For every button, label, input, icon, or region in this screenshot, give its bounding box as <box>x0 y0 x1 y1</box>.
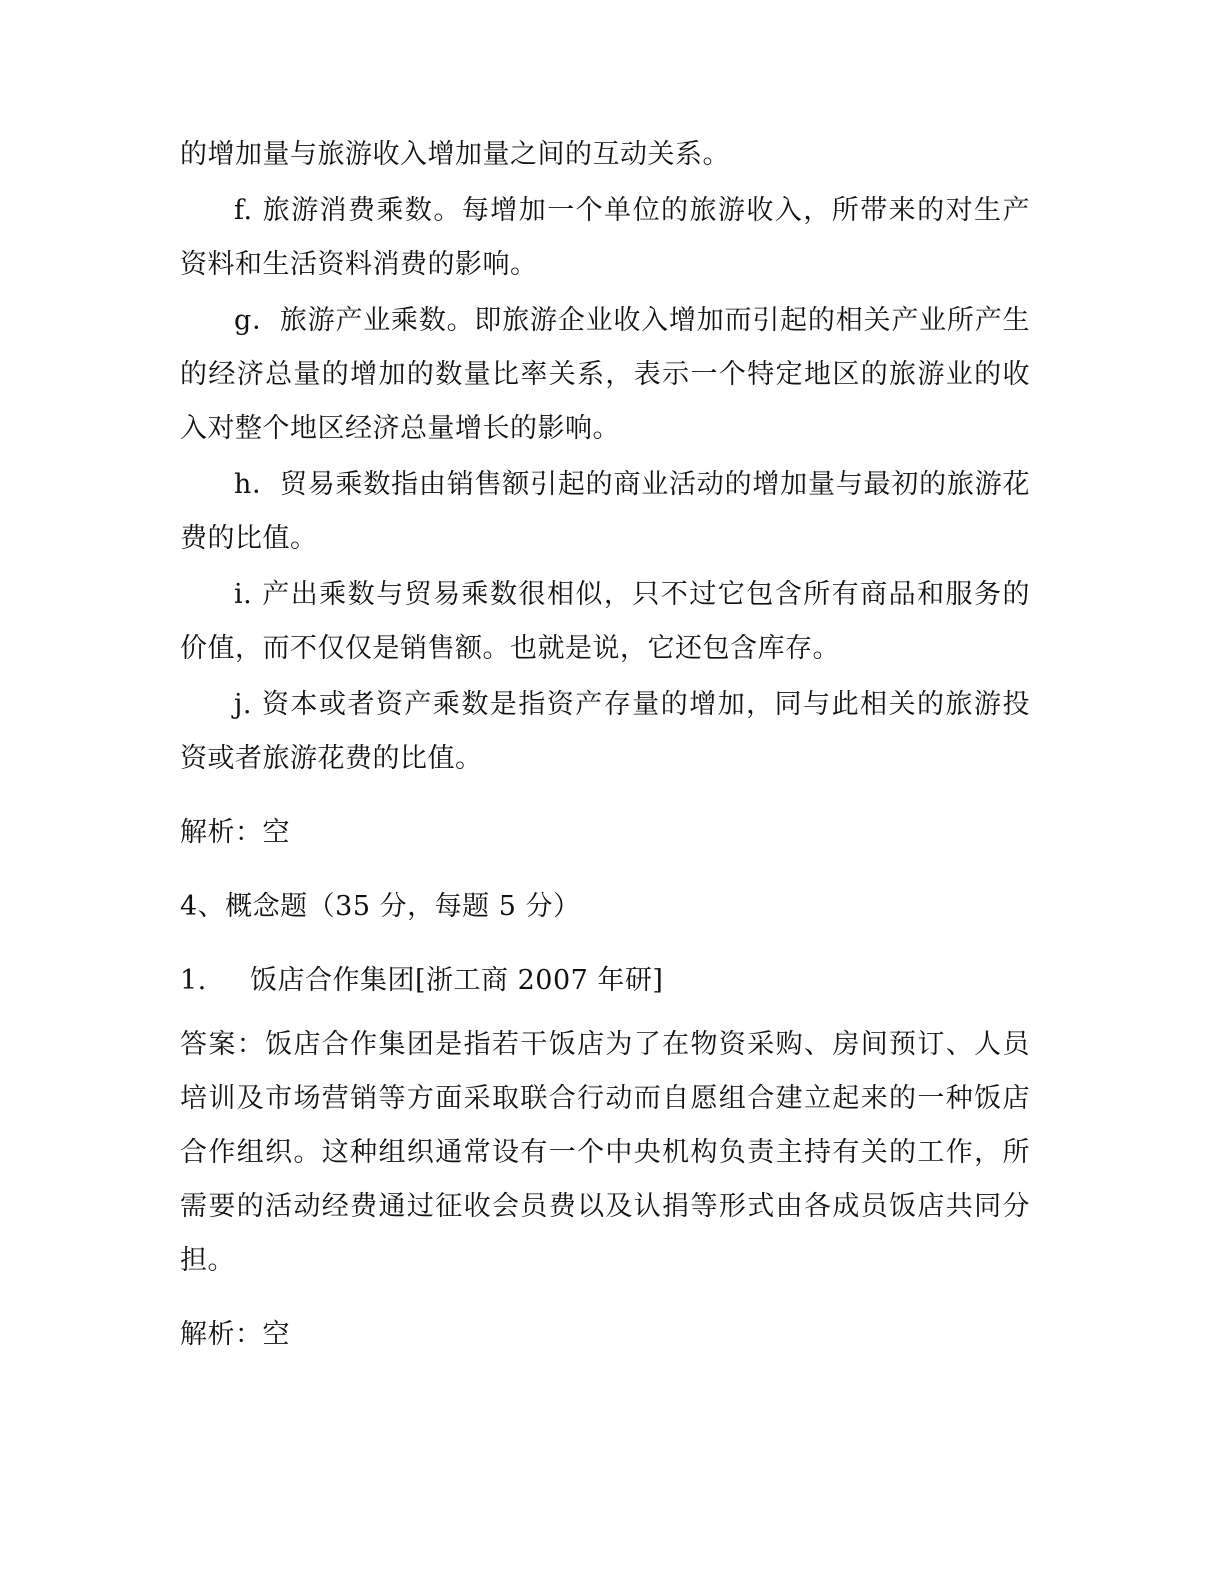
paragraph-j: j. 资本或者资产乘数是指资产存量的增加，同与此相关的旅游投资或者旅游花费的比值。 <box>180 689 1030 774</box>
question-title: 饭店合作集团[浙工商 2007 年研] <box>250 965 664 996</box>
answer-text: 答案：饭店合作集团是指若干饭店为了在物资采购、房间预订、人员培训及市场营销等方面采取联合行动而自愿组合建立起来的一种饭店合作组织。这种组织通常设有一个中央机构负责主持有关的工作，所需要的活动经费通过征收会员费以及认捐等形式由各成员饭店共同分担。 <box>180 1029 1030 1276</box>
paragraph-g: g．旅游产业乘数。即旅游企业收入增加而引起的相关产业所产生的经济总量的增加的数量比率关系，表示一个特定地区的旅游业的收入对整个地区经济总量增长的影响。 <box>180 305 1030 444</box>
question-number: 1. <box>180 965 207 996</box>
paragraph-continuation: 的增加量与旅游收入增加量之间的互动关系。 <box>180 139 730 170</box>
analysis-text-2: 解析：空 <box>180 1319 290 1350</box>
document-page <box>180 128 1030 1362</box>
paragraph-f: f. 旅游消费乘数。每增加一个单位的旅游收入，所带来的对生产资料和生活资料消费的影响。 <box>180 195 1030 280</box>
paragraph-h: h．贸易乘数指由销售额引起的商业活动的增加量与最初的旅游花费的比值。 <box>180 469 1030 554</box>
analysis-text: 解析：空 <box>180 817 290 848</box>
section-title: 4、概念题（35 分，每题 5 分） <box>180 891 581 922</box>
paragraph-i: i. 产出乘数与贸易乘数很相似，只不过它包含所有商品和服务的价值，而不仅仅是销售额。也就是说，它还包含库存。 <box>180 579 1030 664</box>
question-item <box>180 954 1030 1008</box>
